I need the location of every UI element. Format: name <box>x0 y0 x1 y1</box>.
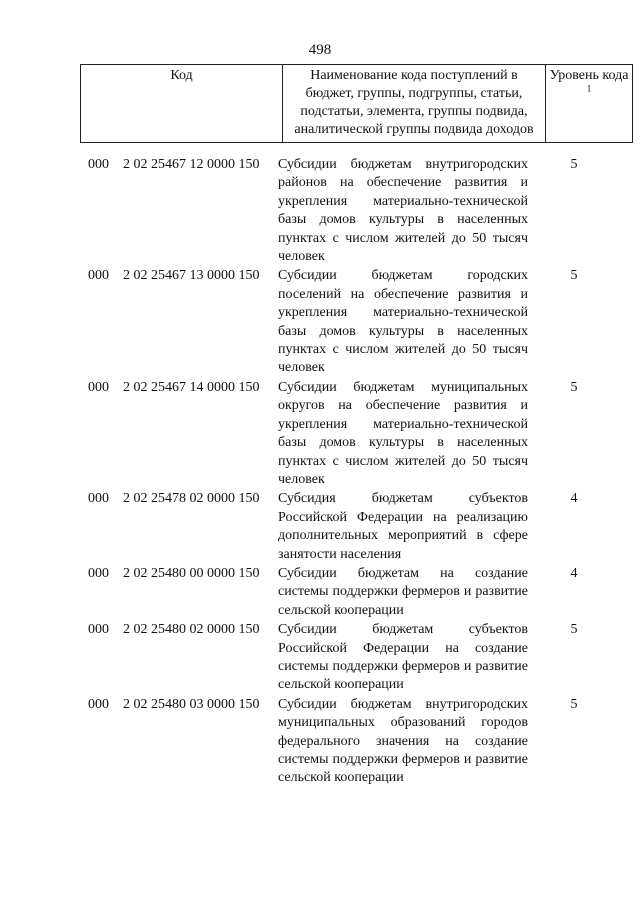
row-level: 4 <box>570 565 578 581</box>
row-code: 2 02 25467 14 0000 150 <box>123 379 260 395</box>
row-prefix: 000 <box>88 491 109 507</box>
table-row <box>80 565 611 620</box>
header-level-label: Уровень код <box>549 68 623 83</box>
table-row <box>80 267 611 377</box>
row-name: Субсидия бюджетам субъектов Российской Федерации на реализацию дополнительных мероприятий в сфере занятости населения <box>278 491 528 562</box>
row-code: 2 02 25467 13 0000 150 <box>123 268 260 284</box>
row-prefix: 000 <box>88 565 109 581</box>
row-code: 2 02 25478 02 0000 150 <box>123 491 260 507</box>
row-name: Субсидии бюджетам на создание системы поддержки фермеров и развитие сельской кооперации <box>278 565 528 618</box>
row-level: 5 <box>570 157 578 172</box>
row-level: 5 <box>570 379 578 395</box>
row-prefix: 000 <box>88 268 109 284</box>
row-level: 5 <box>570 268 578 284</box>
table-body <box>80 156 611 789</box>
table-row <box>80 156 611 266</box>
row-name: Субсидии бюджетам субъектов Российской Федерации на создание системы поддержки фермеров и развитие сельской кооперации <box>278 622 528 693</box>
table-header <box>80 64 633 143</box>
page-number: 498 <box>308 42 332 58</box>
table-row <box>80 696 611 788</box>
row-prefix: 000 <box>88 157 109 172</box>
row-name: Субсидии бюджетам внутригородских муниципальных образований городов федерального значения на создание системы поддержки фермеров и развитие сельской кооперации <box>278 696 528 786</box>
row-level: 5 <box>570 696 578 712</box>
header-name: Наименование кода поступлений в бюджет, группы, подгруппы, статьи, подстатьи, элемента, группы подвида, аналитической группы подвида доходов <box>283 65 546 143</box>
row-prefix: 000 <box>88 696 109 712</box>
row-name: Субсидии бюджетам городских поселений на обеспечение развития и укрепления материально-технической базы домов культуры в населенных пунктах с числом жителей до 50 тысяч человек <box>278 268 528 376</box>
table-row <box>80 621 611 695</box>
header-level-footnote: 1 <box>586 83 592 94</box>
row-prefix: 000 <box>88 379 109 395</box>
row-prefix: 000 <box>88 622 109 638</box>
row-level: 5 <box>570 622 578 638</box>
table-row <box>80 379 611 489</box>
row-code: 2 02 25480 03 0000 150 <box>123 696 260 712</box>
table-row <box>80 490 611 564</box>
row-name: Субсидии бюджетам муниципальных округов на обеспечение развития и укрепления материально-технической базы домов культуры в населенных пунктах с числом жителей до 50 тысяч человек <box>278 379 528 487</box>
header-code: Код <box>81 65 283 143</box>
header-level-tail: а <box>622 68 629 83</box>
row-name: Субсидии бюджетам внутригородских районов на обеспечение развития и укрепления материально-технической базы домов культуры в населенных пунктах с числом жителей до 50 тысяч человек <box>278 157 528 265</box>
header-level <box>546 65 633 143</box>
row-code: 2 02 25467 12 0000 150 <box>123 157 260 172</box>
row-code: 2 02 25480 02 0000 150 <box>123 622 260 638</box>
row-level: 4 <box>570 491 578 507</box>
row-code: 2 02 25480 00 0000 150 <box>123 565 260 581</box>
